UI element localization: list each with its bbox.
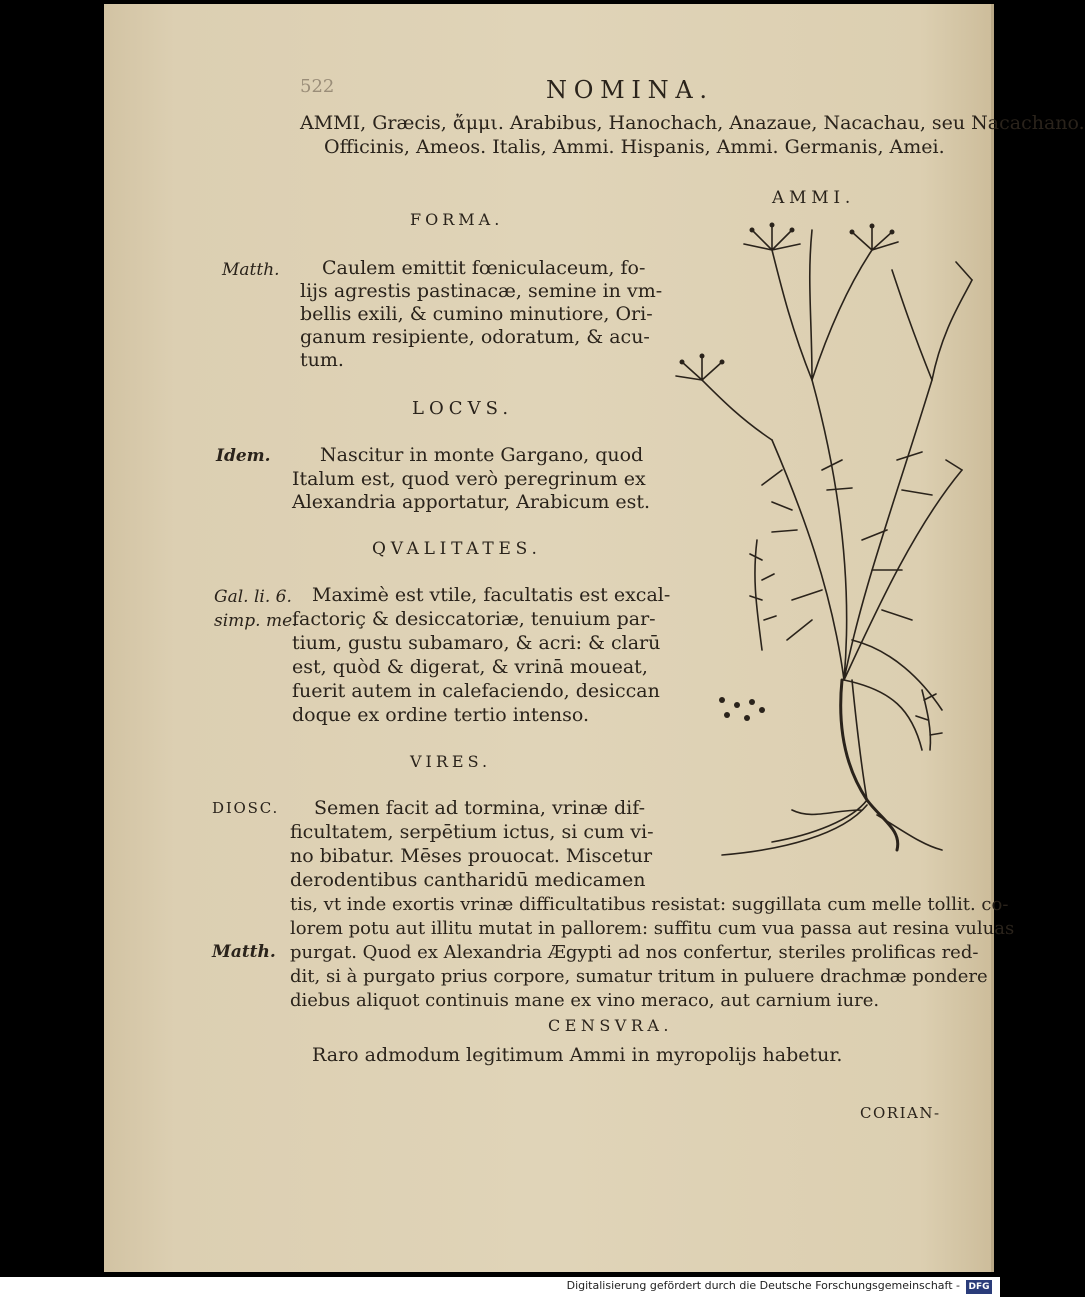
digitization-footer <box>0 1277 1000 1297</box>
locus-margin-note: Idem. <box>216 446 271 466</box>
footer-text: Digitalisierung gefördert durch die Deutsche Forschungsgemeinschaft - <box>566 1279 960 1292</box>
vires-margin-note: Matth. <box>212 942 276 962</box>
ammi-plant-illustration <box>662 210 972 890</box>
censura-heading: CENSVRA. <box>548 1016 673 1035</box>
forma-line: Caulem emittit fœniculaceum, fo- <box>322 257 646 279</box>
vires-line: purgat. Quod ex Alexandria Ægypti ad nos confertur, steriles prolificas red- <box>290 942 979 963</box>
qualitates-line: tium, gustu subamaro, & acri: & clarū <box>292 632 661 654</box>
vires-line: diebus aliquot continuis mane ex vino meraco, aut carnium iure. <box>290 990 880 1011</box>
vires-line: dit, si à purgato prius corpore, sumatur tritum in puluere drachmæ pondere <box>290 966 988 987</box>
book-page <box>104 4 1085 1272</box>
names-line-1: AMMI, Græcis, ἄμμι. Arabibus, Hanochach, Anazaue, Nacachau, seu Nacachano. <box>300 112 1085 134</box>
vires-line: Semen facit ad tormina, vrinæ dif- <box>314 797 646 819</box>
vires-margin-note: DIOSC. <box>212 799 280 817</box>
qualitates-line: doque ex ordine tertio intenso. <box>292 704 590 726</box>
page-title: NOMINA. <box>546 76 714 104</box>
locus-line: Italum est, quod verò peregrinum ex <box>292 468 646 490</box>
vires-heading: VIRES. <box>410 752 492 771</box>
qualitates-margin-note: simp. me. <box>214 611 298 631</box>
forma-line: lijs agrestis pastinacæ, semine in vm- <box>300 280 663 302</box>
locus-line: Alexandria apportatur, Arabicum est. <box>292 491 651 513</box>
qualitates-line: Maximè est vtile, facultatis est excal- <box>312 584 671 606</box>
qualitates-line: fuerit autem in calefaciendo, desiccan <box>292 680 660 702</box>
censura-text: Raro admodum legitimum Ammi in myropolijs habetur. <box>312 1044 843 1066</box>
illustration-label: AMMI. <box>772 188 856 208</box>
locus-line: Nascitur in monte Gargano, quod <box>320 444 644 466</box>
vires-line: ficultatem, serpētium ictus, si cum vi- <box>290 821 654 843</box>
vires-line: tis, vt inde exortis vrinæ difficultatibus resistat: suggillata cum melle tollit. co- <box>290 894 1009 915</box>
vires-line: no bibatur. Mēses prouocat. Miscetur <box>290 845 653 867</box>
forma-heading: FORMA. <box>410 210 504 229</box>
catchword: CORIAN- <box>860 1104 941 1122</box>
forma-line: bellis exili, & cumino minutiore, Ori- <box>300 303 653 325</box>
qualitates-margin-note: Gal. li. 6. <box>214 587 292 607</box>
qualitates-line: factoriç & desiccatoriæ, tenuium par- <box>292 608 656 630</box>
forma-line: tum. <box>300 349 344 371</box>
qualitates-heading: QVALITATES. <box>372 539 542 559</box>
dfg-logo: DFG <box>966 1280 992 1294</box>
qualitates-line: est, quòd & digerat, & vrinā moueat, <box>292 656 648 678</box>
vires-line: lorem potu aut illitu mutat in pallorem: suffitu cum vua passa aut resina vuluas <box>290 918 1015 939</box>
forma-line: ganum resipiente, odoratum, & acu- <box>300 326 650 348</box>
page-number: 522 <box>300 76 335 97</box>
locus-heading: LOCVS. <box>412 398 514 419</box>
names-line-2: Officinis, Ameos. Italis, Ammi. Hispanis, Ammi. Germanis, Amei. <box>324 136 945 158</box>
vires-line: derodentibus cantharidū medicamen <box>290 869 646 891</box>
forma-margin-note: Matth. <box>222 260 280 280</box>
